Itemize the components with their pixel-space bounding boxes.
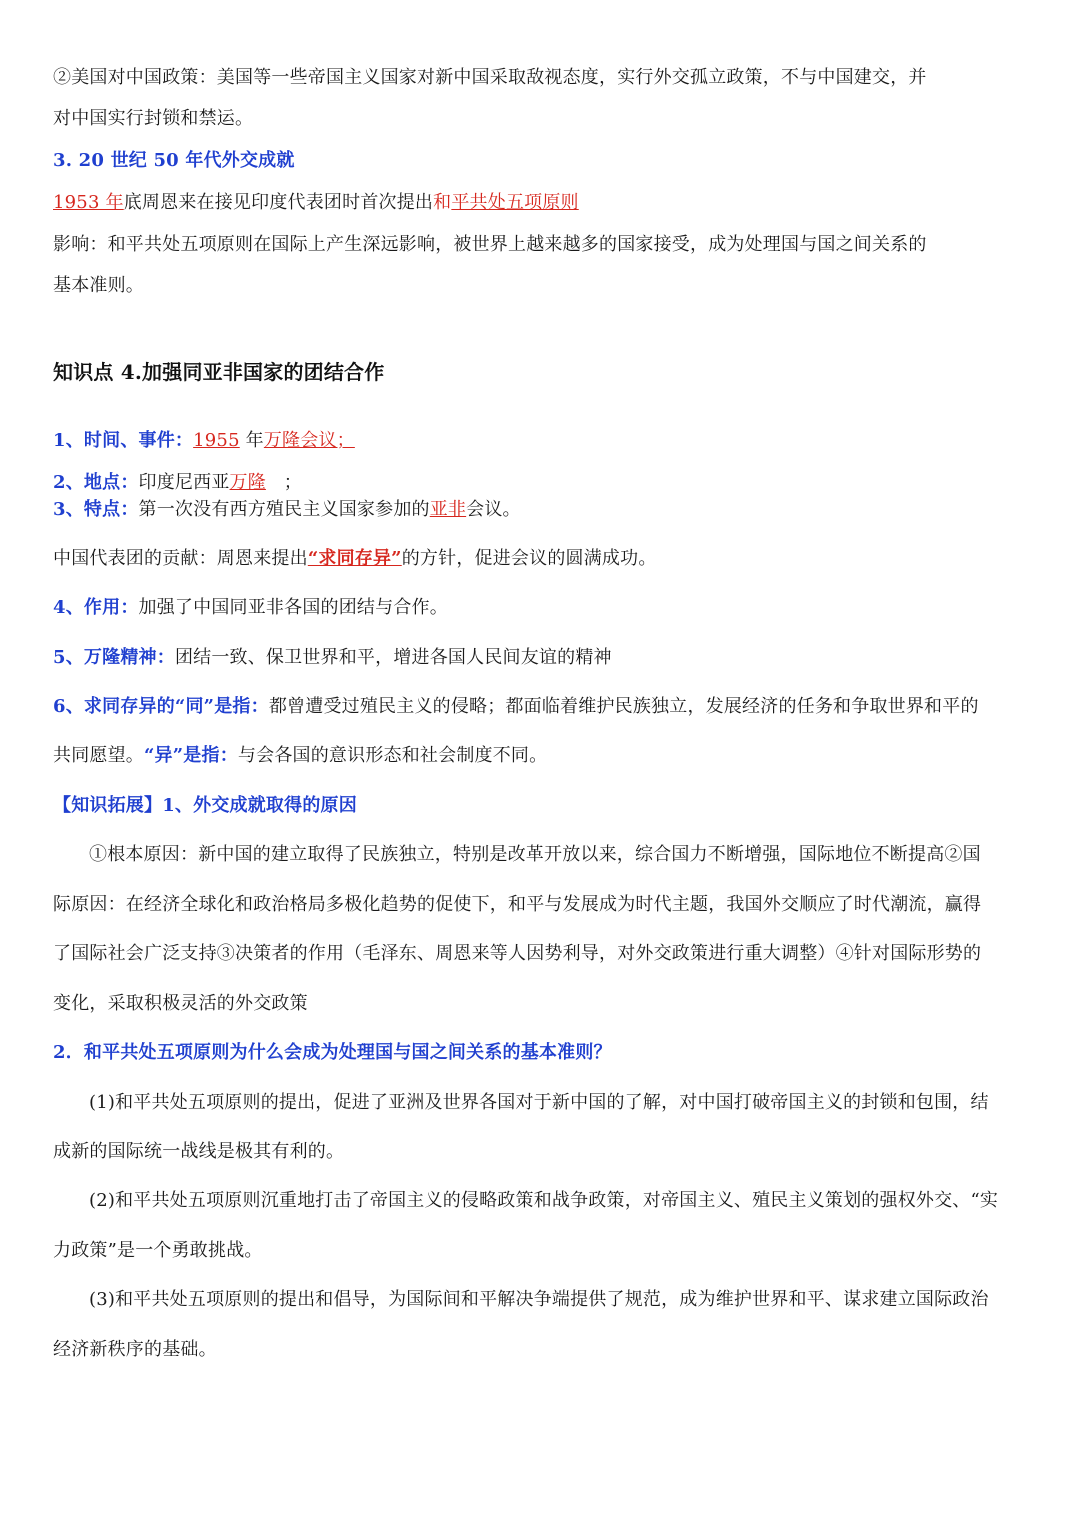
item-3-feature bbox=[53, 497, 1033, 523]
section-3-heading: 3. 20 世纪 50 年代外交成就 bbox=[53, 150, 295, 171]
contribution-key: “求同存异” bbox=[307, 548, 402, 569]
item-2-key: 万隆 bbox=[229, 472, 266, 493]
item-2-end: ； bbox=[265, 472, 302, 493]
reasons-line-4: 变化，采取积极灵活的外交政策 bbox=[53, 993, 308, 1014]
answer-3-line-1: (3)和平共处五项原则的提出和倡导，为国际间和平解决争端提供了规范，成为维护世界和平、谋求建立国际政治 bbox=[89, 1289, 989, 1310]
answer-2-line-1: (2)和平共处五项原则沉重地打击了帝国主义的侵略政策和战争政策，对帝国主义、殖民主义策划的强权外交、“实 bbox=[89, 1190, 999, 1211]
influence-line-1: 影响：和平共处五项原则在国际上产生深远影响，被世界上越来越多的国家接受，成为处理国与国之间关系的 bbox=[53, 234, 927, 255]
item-6-different-label: “异”是指： bbox=[144, 745, 238, 766]
five-principles-text: 底周恩来在接见印度代表团时首次提出 bbox=[123, 192, 434, 213]
reasons-line-2: 际原因：在经济全球化和政治格局多极化趋势的促使下，和平与发展成为时代主题，我国外交顺应了时代潮流，赢得 bbox=[53, 894, 982, 915]
item-6-line-2-text: 共同愿望。 bbox=[53, 745, 144, 766]
answer-1-line-1: (1)和平共处五项原则的提出，促进了亚洲及世界各国对于新中国的了解，对中国打破帝国主义的封锁和包围，结 bbox=[89, 1092, 989, 1113]
item-2-text: 印度尼西亚 bbox=[138, 472, 230, 493]
delegation-contribution bbox=[53, 546, 1033, 572]
knowledge-point-4-title: 知识点 4.加强同亚非国家的团结合作 bbox=[53, 360, 385, 384]
item-3-key: 亚非 bbox=[429, 499, 467, 520]
item-2-label: 2、地点： bbox=[53, 472, 139, 493]
item-5-label: 5、万隆精神： bbox=[53, 647, 175, 668]
item-1-label: 1、时间、事件： bbox=[53, 430, 194, 451]
item-6-label: 6、求同存异的“同”是指： bbox=[53, 696, 269, 717]
reasons-line-3: 了国际社会广泛支持③决策者的作用（毛泽东、周恩来等人因势利导，对外交政策进行重大调整）④针对国际形势的 bbox=[53, 943, 982, 964]
answer-1-line-2: 成新的国际统一战线是极其有利的。 bbox=[53, 1141, 345, 1162]
item-4-text: 加强了中国同亚非各国的团结与合作。 bbox=[138, 597, 448, 618]
five-principles-he: 和 bbox=[433, 192, 452, 213]
item-5-spirit bbox=[53, 645, 1033, 671]
contribution-text: 中国代表团的贡献：周恩来提出 bbox=[53, 548, 308, 569]
item-6-same-line-1 bbox=[53, 694, 1033, 720]
item-6-different-text: 与会各国的意识形态和社会制度不同。 bbox=[237, 745, 548, 766]
us-policy-line-2: 对中国实行封锁和禁运。 bbox=[53, 108, 254, 129]
item-2-place bbox=[53, 470, 1033, 496]
item-3-label: 3、特点： bbox=[53, 499, 139, 520]
item-3-text: 第一次没有西方殖民主义国家参加的 bbox=[138, 499, 430, 520]
question-2-heading: 2．和平共处五项原则为什么会成为处理国与国之间关系的基本准则？ bbox=[53, 1042, 612, 1063]
year-1953: 1953 年 bbox=[53, 192, 124, 213]
item-5-text: 团结一致、保卫世界和平，增进各国人民间友谊的精神 bbox=[174, 647, 612, 668]
item-1-year: 1955 bbox=[193, 430, 240, 451]
contribution-end: 的方针，促进会议的圆满成功。 bbox=[401, 548, 657, 569]
us-policy-line-1: ②美国对中国政策：美国等一些帝国主义国家对新中国采取敌视态度，实行外交孤立政策，不与中国建交，并 bbox=[53, 67, 927, 88]
item-1-nian: 年 bbox=[239, 430, 264, 451]
item-6-text: 都曾遭受过殖民主义的侵略；都面临着维护民族独立，发展经济的任务和争取世界和平的 bbox=[268, 696, 979, 717]
item-1-time-event bbox=[53, 428, 1033, 454]
extension-heading: 【知识拓展】1、外交成就取得的原因 bbox=[53, 795, 357, 816]
five-principles-line bbox=[53, 190, 1033, 216]
answer-3-line-2: 经济新秩序的基础。 bbox=[53, 1339, 217, 1360]
influence-line-2: 基本准则。 bbox=[53, 275, 144, 296]
item-6-same-line-2 bbox=[53, 743, 1033, 769]
item-4-effect bbox=[53, 595, 1033, 621]
item-1-event: 万隆会议； bbox=[263, 430, 355, 451]
answer-2-line-2: 力政策”是一个勇敢挑战。 bbox=[53, 1240, 263, 1261]
five-principles-key: 平共处五项原则 bbox=[451, 192, 579, 213]
item-3-end: 会议。 bbox=[466, 499, 521, 520]
reasons-line-1: ①根本原因：新中国的建立取得了民族独立，特别是改革开放以来，综合国力不断增强，国际地位不断提高②国 bbox=[89, 844, 981, 865]
item-4-label: 4、作用： bbox=[53, 597, 139, 618]
